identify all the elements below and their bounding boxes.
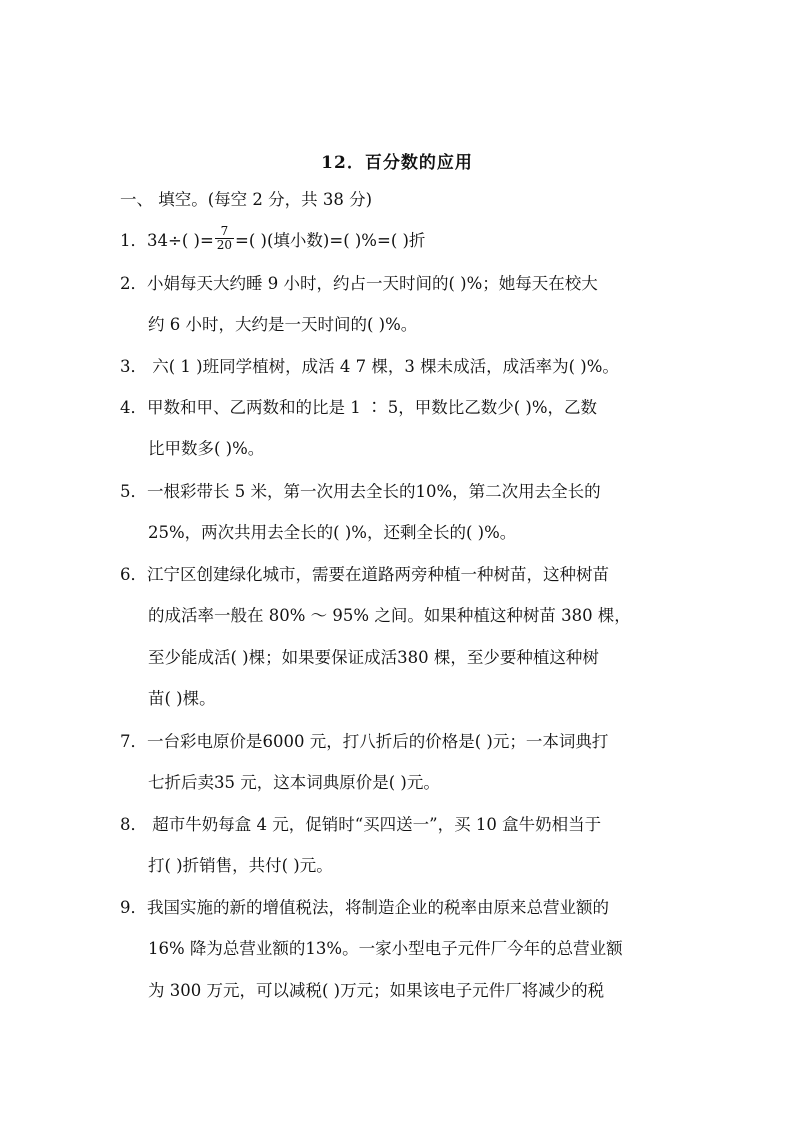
- question-1-prefix: 1．34÷( )=: [120, 231, 214, 250]
- section-heading: 一、 填空。(每空 2 分，共 38 分): [120, 190, 373, 209]
- question-7-line-1: 7．一台彩电原价是6000 元，打八折后的价格是( )元；一本词典打: [120, 732, 609, 751]
- question-4-line-1: 4．甲数和甲、乙两数和的比是 1 ∶ 5，甲数比乙数少( )%，乙数: [120, 398, 598, 417]
- question-6-line-3: 至少能成活( )棵；如果要保证成活380 棵，至少要种植这种树: [148, 648, 599, 667]
- question-5-line-1: 5．一根彩带长 5 米，第一次用去全长的10%，第二次用去全长的: [120, 482, 601, 501]
- question-8-line-2: 打( )折销售，共付( )元。: [148, 856, 333, 875]
- question-6-line-2: 的成活率一般在 80% ～ 95% 之间。如果种植这种树苗 380 棵，: [148, 606, 631, 625]
- page-title: 12．百分数的应用: [321, 153, 473, 173]
- question-3-line-1: 3． 六( 1 )班同学植树，成活 4 7 棵，3 棵未成活，成活率为( )%。: [120, 357, 619, 376]
- question-1-suffix: =( )(填小数)=( )%=( )折: [235, 231, 426, 250]
- fraction: [215, 225, 234, 252]
- question-5-line-2: 25%，两次共用去全长的( )%，还剩全长的( )%。: [148, 523, 517, 542]
- question-6-line-4: 苗( )棵。: [148, 689, 216, 708]
- fraction-numerator: 7: [215, 225, 234, 239]
- question-9-line-2: 16% 降为总营业额的13%。一家小型电子元件厂今年的总营业额: [148, 939, 623, 958]
- question-1: [120, 224, 426, 252]
- question-9-line-1: 9．我国实施的新的增值税法，将制造企业的税率由原来总营业额的: [120, 898, 609, 917]
- question-4-line-2: 比甲数多( )%。: [148, 439, 265, 458]
- fraction-denominator: 20: [216, 238, 233, 252]
- question-8-line-1: 8． 超市牛奶每盒 4 元，促销时“买四送一”，买 10 盒牛奶相当于: [120, 815, 602, 834]
- question-2-line-1: 2．小娟每天大约睡 9 小时，约占一天时间的( )%；她每天在校大: [120, 274, 598, 293]
- question-9-line-3: 为 300 万元，可以减税( )万元；如果该电子元件厂将减少的税: [148, 981, 605, 1000]
- question-6-line-1: 6．江宁区创建绿化城市，需要在道路两旁种植一种树苗，这种树苗: [120, 565, 609, 584]
- question-2-line-2: 约 6 小时，大约是一天时间的( )%。: [148, 315, 418, 334]
- question-7-line-2: 七折后卖35 元，这本词典原价是( )元。: [148, 773, 440, 792]
